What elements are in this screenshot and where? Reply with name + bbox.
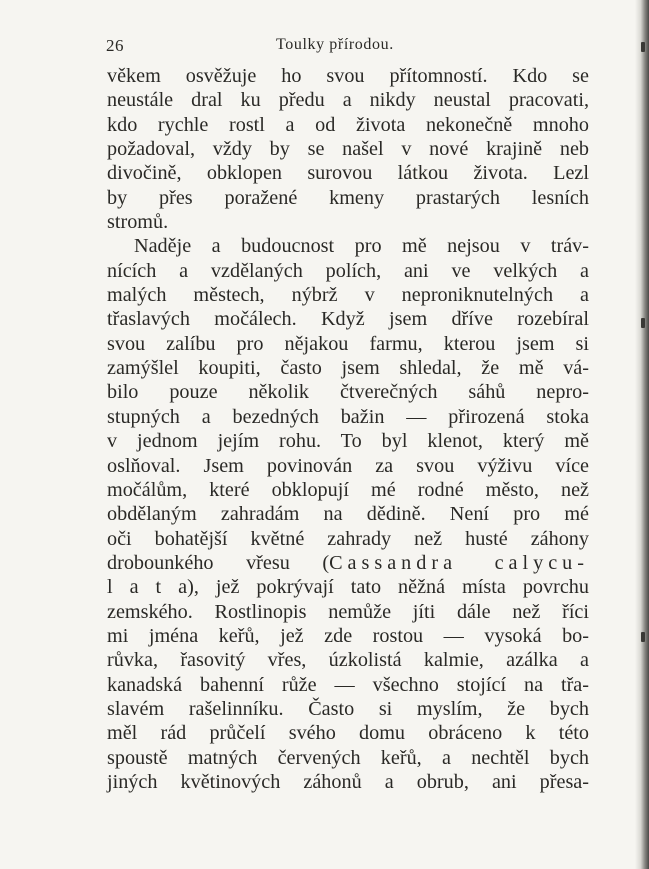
text-line: malých městech, nýbrž v neproniknutelných a [107,284,589,307]
text-line: měl rád průčelí svého domu obráceno k této [107,722,589,745]
text-line: stromů. [107,211,169,234]
margin-mark [641,318,645,328]
text-line: kanadská bahenní růže — všechno stojící na třa- [107,673,589,696]
page-header [106,36,596,58]
text-line: požadoval, vždy by se našel v nové krajině neb [107,138,589,161]
text-line: nících a vzdělaných polích, ani ve velkých a [107,259,589,282]
paragraph [107,234,589,794]
text-line: Naděje a budoucnost pro mě nejsou v tráv- [134,235,589,258]
running-title: Toulky přírodou. [276,36,394,53]
text-segment: drobounkého vřesu ( [107,551,330,574]
text-line: zamýšlel koupiti, často jsem shledal, že mě vá- [107,357,589,380]
page-edge-shadow [635,0,649,869]
text-line: slavém rašelinníku. Často si myslím, že bych [107,697,589,720]
page-number: 26 [106,36,124,55]
text-line: jiných květinových záhonů a obrub, ani přesa- [107,770,589,793]
text-line: by přes poražené kmeny prastarých lesních [107,186,589,209]
text-line: l a t a), jež pokrývají tato něžná místa povrchu [107,576,589,599]
text-line: spoustě matných červených keřů, a nechtěl bych [107,746,589,769]
text-line: mi jména keřů, jež zde rostou — vysoká bo- [107,624,589,647]
text-line: růvka, řasovitý vřes, úzkolistá kalmie, azálka a [107,649,589,672]
text-line: oslňoval. Jsem povinován za svou výživu více [107,454,589,477]
text-line: oči bohatější květné zahrady než husté záhony [107,527,589,550]
margin-mark [641,632,645,642]
text-line: stupných a bezedných bažin — přirozená stoka [107,405,589,428]
text-line: svou zalíbu pro nějakou farmu, kterou jsem si [107,332,589,355]
body-text [107,64,589,794]
text-line: neustále dral ku předu a nikdy neustal pracovati, [107,89,589,112]
text-line: třaslavých močálech. Když jsem dříve rozebíral [107,308,589,331]
text-line: bilo pouze několik čtverečných sáhů nepro- [107,381,589,404]
text-line: divočině, obklopen surovou látkou života. Lezl [107,162,589,185]
paragraph [107,64,589,234]
text-line: věkem osvěžuje ho svou přítomností. Kdo se [107,65,589,87]
text-line [107,551,589,575]
species-name: Cassandra calycu- [329,551,589,574]
text-line: kdo rychle rostl a od života nekonečně mnoho [107,113,589,136]
margin-mark [641,42,645,52]
text-line: v jednom jejím rohu. To byl klenot, který mě [107,430,589,453]
text-line: obdělaným zahradám na dědině. Není pro mé [107,503,589,526]
text-line: zemského. Rostlinopis nemůže jíti dále než říci [107,600,589,623]
text-line: močálům, které obklopují mé rodné město, než [107,478,589,501]
